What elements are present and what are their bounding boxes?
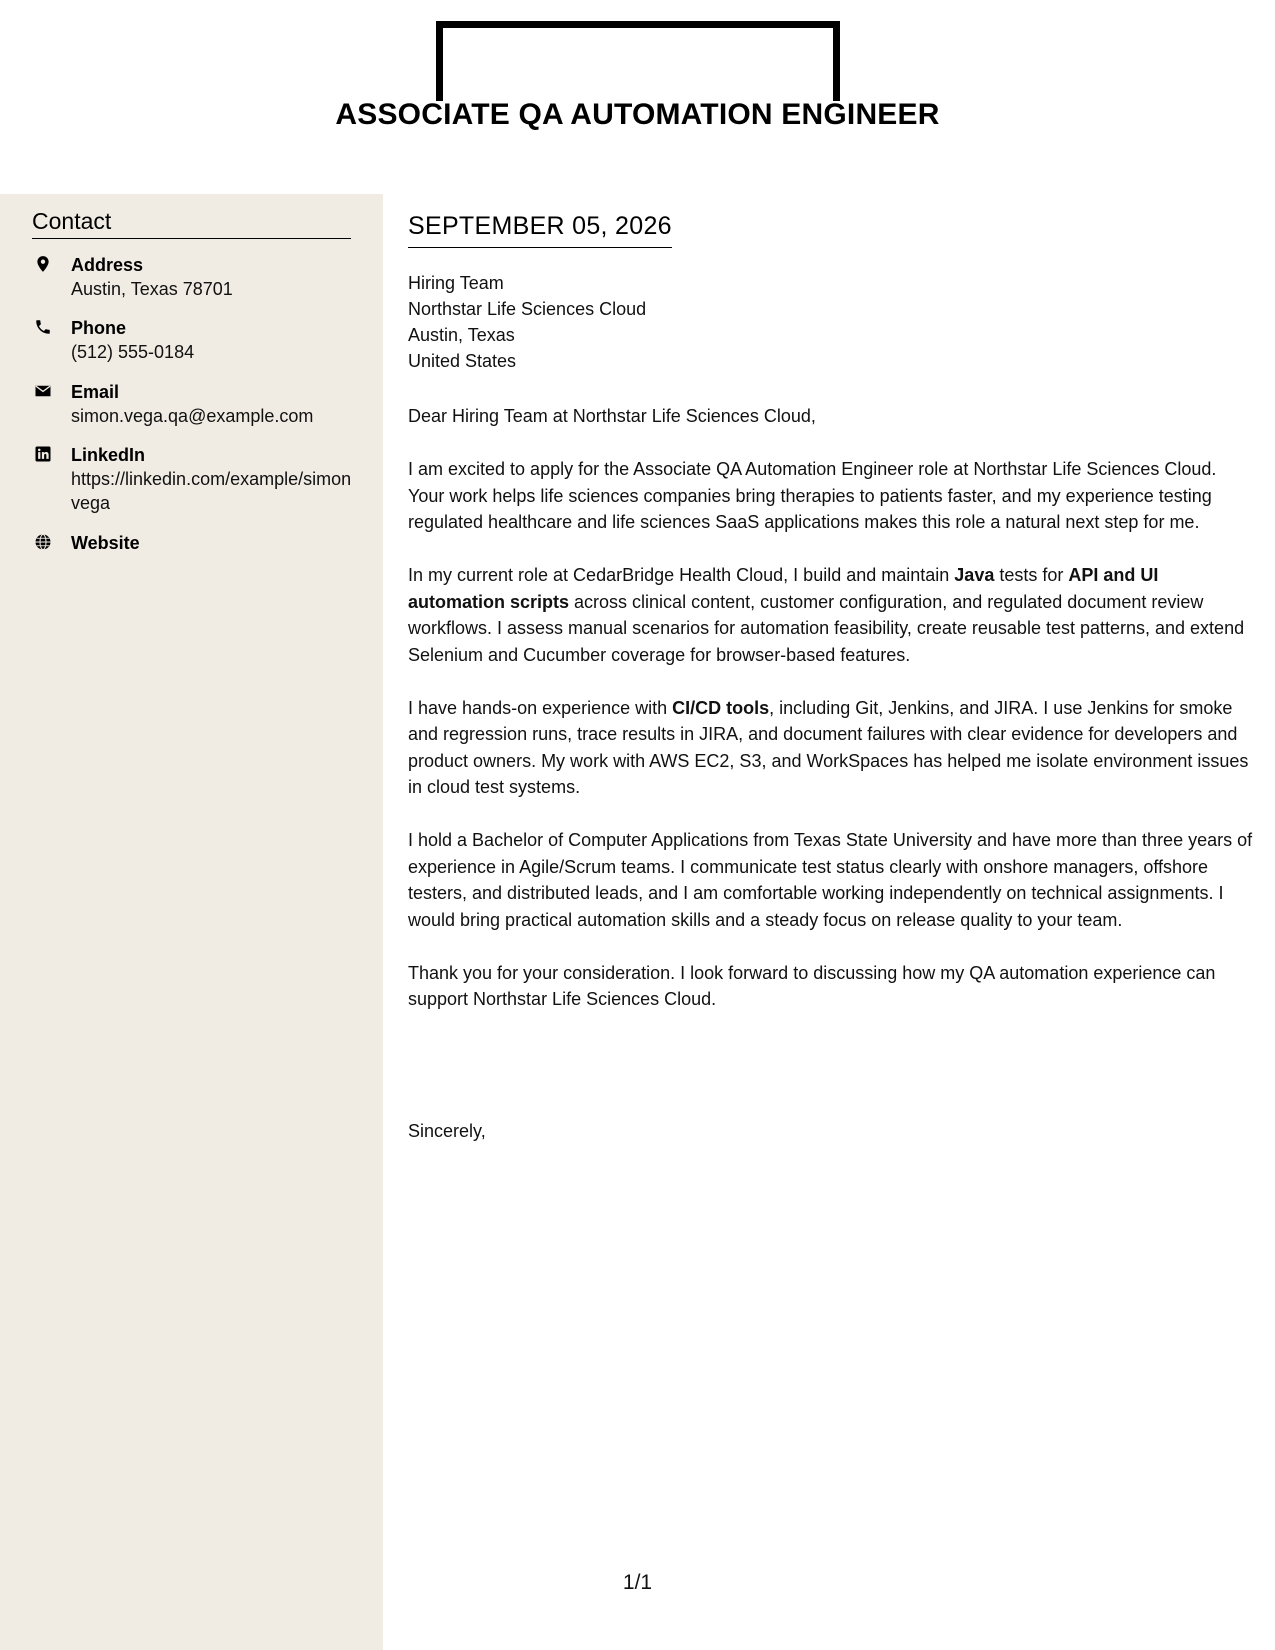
linkedin-label: LinkedIn	[71, 445, 146, 465]
salutation: Dear Hiring Team at Northstar Life Sciences Cloud,	[408, 406, 816, 426]
letter-body	[408, 403, 1253, 1039]
recipient-block	[408, 270, 646, 374]
map-pin-icon	[34, 255, 52, 273]
paragraph-cicd	[408, 695, 1253, 801]
paragraph-intro: I am excited to apply for the Associate QA Automation Engineer role at Northstar Life Sciences Cloud. Your work helps life sciences companies bring therapies to patients faster, and my experience testing regulated healthcare and life sciences SaaS applications makes this role a natural next step for me.	[408, 459, 1217, 532]
text-span: tests for	[994, 565, 1069, 585]
recipient-line: Austin, Texas	[408, 325, 515, 345]
linkedin-icon	[34, 445, 52, 463]
closing-signoff: Sincerely,	[408, 1121, 486, 1141]
text-span: , including Git, Jenkins, and JIRA. I use Jenkins for smoke and regression runs, trace results in JIRA, and document failures with clear evidence for developers and product owners. My work with AWS EC2, S3, and WorkSpaces has helped me isolate environment issues in cloud test systems.	[408, 697, 1249, 797]
phone-value: (512) 555-0184	[71, 342, 195, 362]
letter-date: SEPTEMBER 05, 2026	[408, 212, 672, 248]
bold-span: Java	[954, 565, 995, 585]
address-label: Address	[71, 255, 144, 275]
recipient-line: Hiring Team	[408, 273, 504, 293]
email-value: simon.vega.qa@example.com	[71, 406, 314, 426]
page-number: 1/1	[622, 1571, 653, 1594]
email-label: Email	[71, 382, 120, 402]
recipient-line: United States	[408, 351, 517, 371]
recipient-line: Northstar Life Sciences Cloud	[408, 299, 647, 319]
globe-icon	[34, 533, 52, 551]
text-span: I have hands-on experience with	[408, 697, 673, 718]
bold-span: CI/CD tools	[672, 697, 770, 718]
header-bracket-decoration	[436, 21, 840, 101]
bold-span: API and UI automation scripts	[408, 565, 1159, 612]
text-span: across clinical content, customer configuration, and regulated document review workflows. I assess manual scenarios for automation feasibility, create reusable test patterns, and extend Selenium and Cucumber coverage for browser-based features.	[408, 591, 1245, 665]
website-label: Website	[71, 533, 140, 553]
address-value: Austin, Texas 78701	[71, 279, 233, 299]
envelope-icon	[34, 382, 52, 400]
contact-heading: Contact	[32, 208, 351, 239]
paragraph-current-role	[408, 562, 1253, 668]
linkedin-value[interactable]: https://linkedin.com/example/simonvega	[71, 469, 352, 513]
text-span: In my current role at CedarBridge Health Cloud, I build and maintain	[408, 565, 955, 585]
job-title: ASSOCIATE QA AUTOMATION ENGINEER	[335, 98, 940, 131]
paragraph-closing: Thank you for your consideration. I look forward to discussing how my QA automation experience can support Northstar Life Sciences Cloud.	[408, 962, 1216, 1009]
paragraph-education: I hold a Bachelor of Computer Applications from Texas State University and have more than three years of experience in Agile/Scrum teams. I communicate test status clearly with onshore managers, offshore testers, and distributed leads, and I am comfortable working independently on technical assignments. I would bring practical automation skills and a steady focus on release quality to your team.	[408, 830, 1253, 930]
phone-label: Phone	[71, 318, 127, 338]
phone-icon	[34, 318, 52, 336]
